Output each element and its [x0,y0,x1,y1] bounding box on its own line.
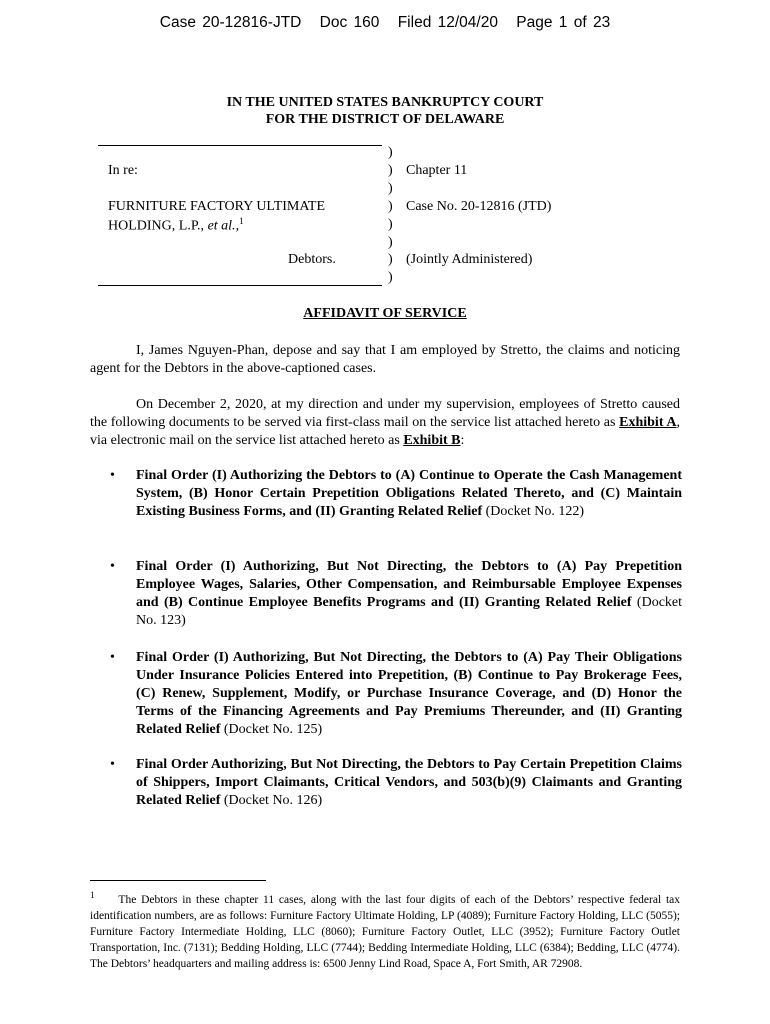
paragraph-2-text-a: On December 2, 2020, at my direction and under my supervision, employees of Stretto caused the following documents to be served via first-class mail on the service list attached hereto as [90,397,680,430]
chapter-label: Chapter 11 [406,163,468,178]
docket-ref: (Docket No. 125) [220,722,323,737]
footnote-text: The Debtors in these chapter 11 cases, along with the last four digits of each of the Debtors’ respective federal tax identification numbers, are as follows: Furniture Factory Ultimate Holding, LP (4089); Furniture Factory Holding, LLC (5055); Furniture Factory Intermediate Holding, LLC (8060); Furniture Factory Outlet, LLC (3952); Furniture Factory Outlet Transportation, Inc. (7131); Bedding Holding, LLC (7744); Bedding Intermediate Holding, LLC (6384); Bedding, LLC (4774). The Debtors’ headquarters and mailing address is: 6500 Jenny Lind Road, Space A, Fort Smith, AR 72908. [90,893,680,970]
bullet-icon: • [110,757,115,772]
list-item-text [136,756,682,810]
bullet-icon: • [110,650,115,665]
bullet-icon: • [110,468,115,483]
paragraph-1-text: I, James Nguyen-Phan, depose and say that I am employed by Stretto, the claims and noticing agent for the Debtors in the above-captioned cases. [90,343,680,376]
in-re-label: In re: [108,163,138,178]
paragraph-2-text-c: : [460,433,465,448]
caption-paren: ) [388,252,393,267]
caption-top-rule [98,145,382,146]
doc-number: Doc 160 [319,14,380,31]
paragraph-1 [90,342,680,378]
debtor-name-line-2 [108,216,244,235]
footnote-divider [90,880,266,881]
caption-paren: ) [388,163,393,178]
et-al-text: et al. [207,218,236,234]
docket-ref: (Docket No. 126) [220,793,323,808]
paragraph-2 [90,396,680,450]
caption-bottom-rule [98,285,382,286]
caption-paren: ) [388,270,393,285]
page-indicator: Page 1 of 23 [516,14,611,31]
order-title: Final Order (I) Authorizing the Debtors to (A) Continue to Operate the Cash Management System, (B) Honor Certain Prepetition Obligations Related Thereto, and (C) Maintain Existing Business Forms, and (II) Granting Related Relief [136,468,682,519]
filed-date: Filed 12/04/20 [397,14,498,31]
filing-header [0,14,770,32]
order-title: Final Order (I) Authorizing, But Not Directing, the Debtors to (A) Pay Their Obligations Under Insurance Policies Entered into Prepetition, (B) Continue to Pay Brokerage Fees, (C) Renew, Supplement, Modify, or Purchase Insurance Coverage, and (D) Honor the Terms of the Financing Agreements and Pay Premiums Thereunder, and (II) Granting Related Relief [136,650,682,737]
court-name [0,94,770,128]
caption-paren: ) [388,235,393,250]
caption-paren: ) [388,145,393,160]
exhibit-a-ref: Exhibit A [619,415,677,430]
debtor-name-line-1: FURNITURE FACTORY ULTIMATE [108,199,326,214]
footnote-mark: 1 [90,890,95,900]
document-title: AFFIDAVIT OF SERVICE [303,306,467,321]
caption-paren: ) [388,199,393,214]
comma-text: , [235,218,240,234]
court-line-1: IN THE UNITED STATES BANKRUPTCY COURT [226,95,544,110]
bullet-icon: • [110,559,115,574]
jointly-administered-label: (Jointly Administered) [406,252,533,267]
exhibit-b-ref: Exhibit B [403,433,461,448]
list-item-text [136,467,682,521]
order-title: Final Order Authorizing, But Not Directing, the Debtors to Pay Certain Prepetition Claims of Shippers, Import Claimants, Critical Vendors, and 503(b)(9) Claimants and Granting Related Relief [136,757,682,808]
docket-ref: (Docket No. 122) [482,504,584,519]
debtors-label: Debtors. [288,252,336,267]
caption-paren: ) [388,217,393,232]
footnote-ref: 1 [239,216,244,226]
list-item-text [136,649,682,739]
debtor-name-text: HOLDING, L.P., [108,218,205,234]
footnote [90,887,680,972]
paragraph-2-text-b: , via electronic mail on the service list attached hereto as [90,415,680,448]
list-item-text [136,558,682,630]
caption-paren: ) [388,181,393,196]
order-title: Final Order (I) Authorizing, But Not Directing, the Debtors to (A) Pay Prepetition Employee Wages, Salaries, Other Compensation, and Reimbursable Employee Expenses and (B) Continue Employee Benefits Programs and (II) Granting Related Relief [136,559,682,610]
case-number: Case 20-12816-JTD [159,14,302,31]
docket-ref: (Docket No. 123) [136,595,683,628]
case-number-label: Case No. 20-12816 (JTD) [406,199,552,214]
court-line-2: FOR THE DISTRICT OF DELAWARE [265,112,505,127]
